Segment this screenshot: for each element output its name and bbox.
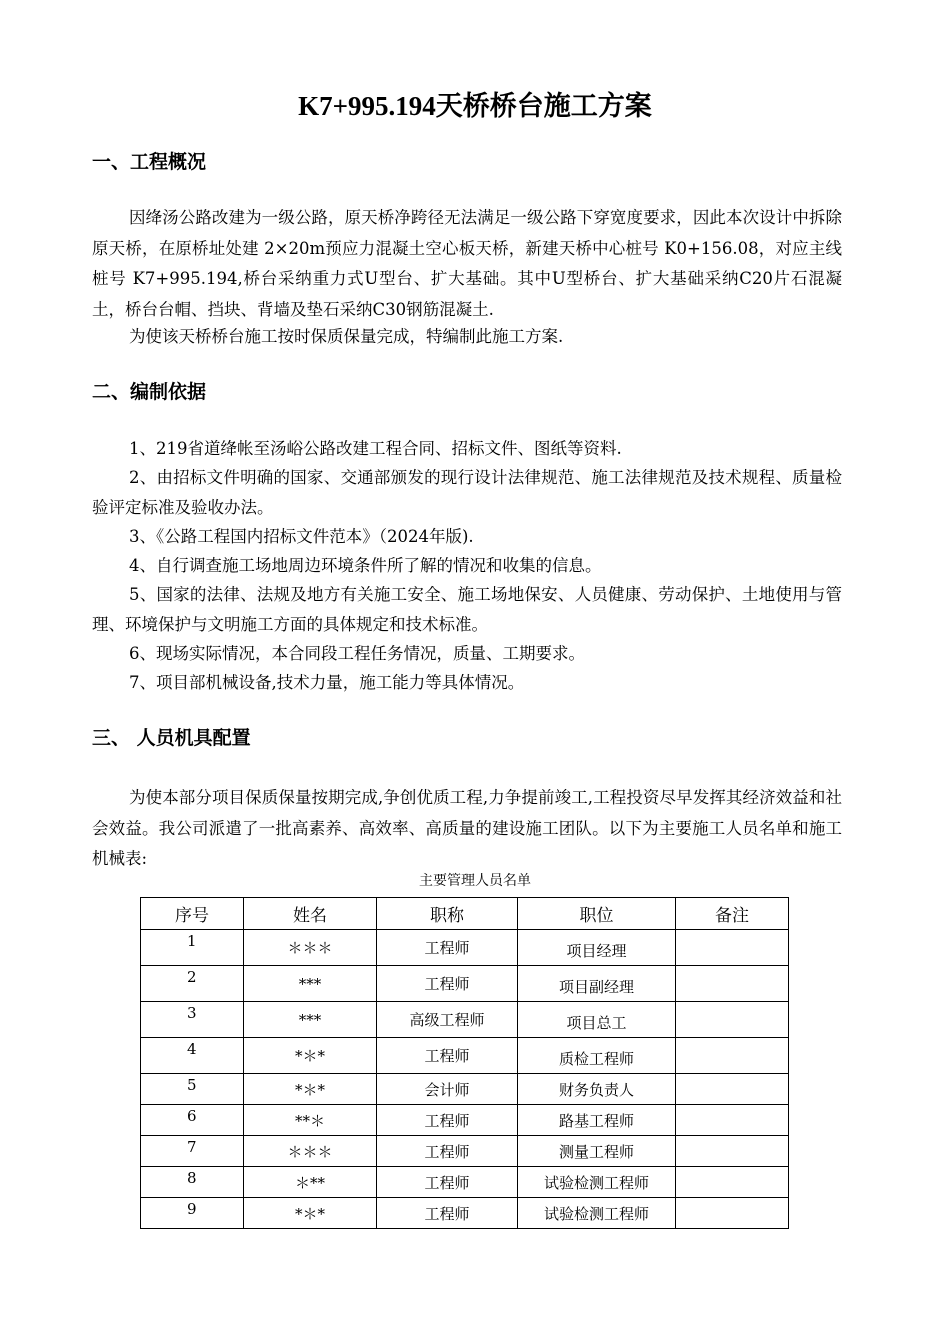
table-cell: 项目副经理 [518, 966, 676, 1002]
table-cell: 工程师 [377, 1038, 518, 1074]
table-cell: 7 [141, 1136, 244, 1167]
table-row [141, 1002, 789, 1038]
basis-item: 2、由招标文件明确的国家、交通部颁发的现行设计法律规范、施工法律规范及技术规程、质量检验评定标准及验收办法。 [92, 468, 842, 517]
table-row [141, 1167, 789, 1198]
header-cell: 姓名 [244, 898, 377, 930]
overview-paragraph: 因绛汤公路改建为一级公路，原天桥净跨径无法满足一级公路下穿宽度要求，因此本次设计中拆除原天桥，在原桥址处建 2×20m预应力混凝土空心板天桥，新建天桥中心桩号 K0+156.08，对应主线桩号 K7+995.194,桥台采纳重力式U型台、扩大基础。其中U型桥台、扩大基础采纳C20片石混凝土，桥台台帽、挡块、背墙及垫石采纳C30钢筋混凝土. [92, 208, 842, 319]
table-cell: 会计师 [377, 1074, 518, 1105]
table-cell [676, 1074, 789, 1105]
basis-item: 6、现场实际情况，本合同段工程任务情况，质量、工期要求。 [129, 644, 585, 663]
table-cell [676, 966, 789, 1002]
table-cell: 6 [141, 1105, 244, 1136]
table-cell [676, 1105, 789, 1136]
table-row [141, 1038, 789, 1074]
table-cell: 9 [141, 1198, 244, 1229]
table-cell: 财务负责人 [518, 1074, 676, 1105]
basis-item: 3、《公路工程国内招标文件范本》（2024年版). [129, 527, 474, 546]
table-cell: 项目总工 [518, 1002, 676, 1038]
table-row [141, 1198, 789, 1229]
table-row [141, 966, 789, 1002]
table-cell: 3 [141, 1002, 244, 1038]
table-row [141, 1136, 789, 1167]
header-cell: 备注 [676, 898, 789, 930]
basis-item: 4、自行调查施工场地周边环境条件所了解的情况和收集的信息。 [129, 556, 602, 575]
table-cell: 高级工程师 [377, 1002, 518, 1038]
table-cell: 工程师 [377, 1198, 518, 1229]
table-cell: ＊** [244, 1167, 377, 1198]
table-cell: 1 [141, 930, 244, 966]
table-row [141, 1074, 789, 1105]
table-row [141, 1105, 789, 1136]
table-cell: 工程师 [377, 930, 518, 966]
table-cell: *＊* [244, 1198, 377, 1229]
table-caption: 主要管理人员名单 [419, 873, 531, 889]
table-cell [676, 1136, 789, 1167]
overview-purpose-paragraph: 为使该天桥桥台施工按时保质保量完成，特编制此施工方案. [129, 327, 564, 346]
table-cell [676, 1038, 789, 1074]
table-cell: 5 [141, 1074, 244, 1105]
header-cell: 职位 [518, 898, 676, 930]
table-cell: 工程师 [377, 1167, 518, 1198]
basis-item: 1、219省道绛帐至汤峪公路改建工程合同、招标文件、图纸等资料. [129, 439, 622, 458]
table-cell: 试验检测工程师 [518, 1198, 676, 1229]
table-cell: 工程师 [377, 1136, 518, 1167]
table-cell: 质检工程师 [518, 1038, 676, 1074]
section-heading-overview: 一、工程概况 [92, 151, 207, 173]
basis-item: 7、项目部机械设备,技术力量，施工能力等具体情况。 [129, 673, 525, 692]
section-heading-basis: 二、编制依据 [92, 381, 207, 403]
table-cell: ＊＊＊ [244, 1136, 377, 1167]
header-cell: 职称 [377, 898, 518, 930]
table-cell: *＊* [244, 1074, 377, 1105]
table-cell: ＊＊＊ [244, 930, 377, 966]
table-cell: 项目经理 [518, 930, 676, 966]
table-cell: 路基工程师 [518, 1105, 676, 1136]
table-cell: *** [244, 1002, 377, 1038]
table-cell [676, 1167, 789, 1198]
table-cell: 4 [141, 1038, 244, 1074]
table-cell [676, 1002, 789, 1038]
table-row [141, 930, 789, 966]
table-cell: *** [244, 966, 377, 1002]
table-cell: 工程师 [377, 966, 518, 1002]
table-cell: 工程师 [377, 1105, 518, 1136]
document-title: K7+995.194天桥桥台施工方案 [298, 91, 652, 121]
table-cell: **＊ [244, 1105, 377, 1136]
table-cell [676, 1198, 789, 1229]
section-heading-staffing: 三、 人员机具配置 [92, 727, 251, 749]
table-cell: 8 [141, 1167, 244, 1198]
table-cell: 2 [141, 966, 244, 1002]
staffing-paragraph: 为使本部分项目保质保量按期完成,争创优质工程,力争提前竣工,工程投资尽早发挥其经济效益和社会效益。我公司派遣了一批高素养、高效率、高质量的建设施工团队。以下为主要施工人员名单和施工机械表: [92, 788, 842, 868]
basis-item: 5、国家的法律、法规及地方有关施工安全、施工场地保安、人员健康、劳动保护、土地使用与管理、环境保护与文明施工方面的具体规定和技术标准。 [92, 585, 842, 634]
header-cell: 序号 [141, 898, 244, 930]
table-cell [676, 930, 789, 966]
table-header-row [141, 898, 789, 930]
staff-table [140, 897, 789, 1229]
table-cell: 试验检测工程师 [518, 1167, 676, 1198]
table-cell: *＊* [244, 1038, 377, 1074]
table-cell: 测量工程师 [518, 1136, 676, 1167]
